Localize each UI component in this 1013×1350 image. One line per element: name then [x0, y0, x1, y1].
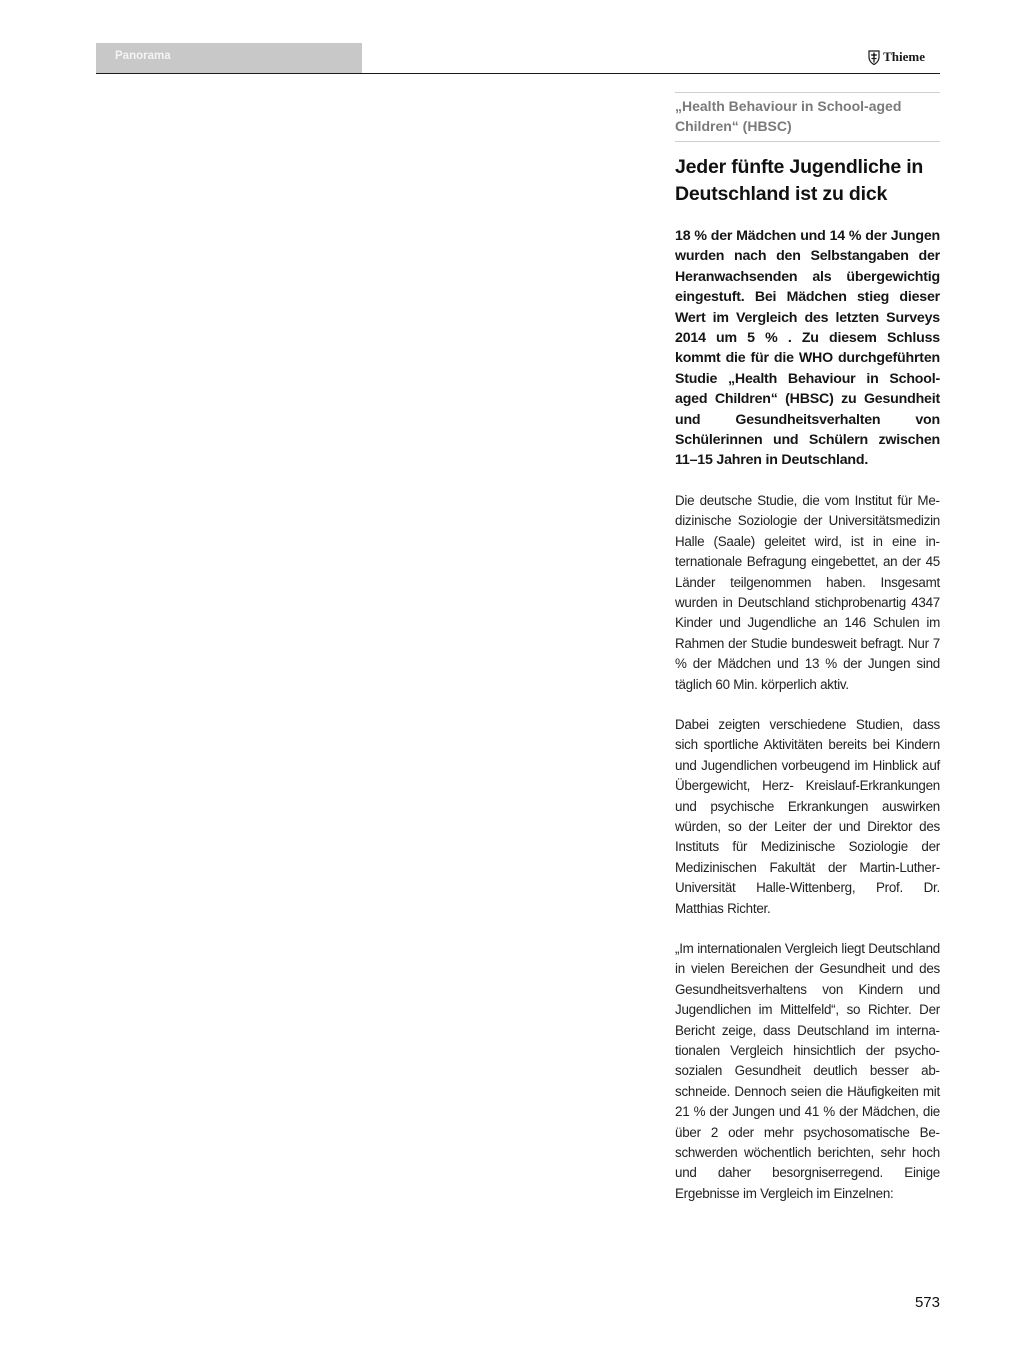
thieme-crest-icon [868, 50, 880, 65]
section-tab [96, 43, 362, 73]
article-lead: 18 % der Mädchen und 14 % der Jungen wurden nach den Selbstangaben der Heranwachsenden als übergewichtig eingestuft. Bei Mädchen stieg dieser Wert im Vergleich des letzten Surveys 2014 um 5 % . Zu diesem Schluss kommt die für die WHO durchgeführten Studie „Health Behaviour in School-aged Children“ (HBSC) zu Gesundheit und Gesundheitsverhalten von Schülerinnen und Schülern zwischen 11–15 Jahren in Deutschland. [675, 228, 940, 469]
header-rule [96, 73, 940, 74]
article-kicker: „Health Behaviour in School-aged Children“ (HBSC) [675, 98, 902, 134]
body-paragraph: Die deutsche Studie, die vom Institut für Medizinische Soziologie der Universitätsmedizin Halle (Saale) geleitet wird, ist in eine internationale Befragung eingebettet, an der 45 Länder teilgenommen haben. Insgesamt wurden in Deutschland stichprobenartig 4347 Kinder und Jugendliche an 146 Schulen im Rahmen der Studie bundesweit befragt. Nur 7 % der Mädchen und 13 % der Jungen sind täglich 60 Min. körperlich aktiv. [675, 492, 940, 692]
section-label: Panorama [115, 50, 171, 62]
body-paragraph: „Im internationalen Vergleich liegt Deutschland in vielen Bereichen der Gesundheit und des Gesundheitsverhaltens von Kindern und Jugendlichen im Mittelfeld“, so Richter. Der Bericht zeige, dass Deutschland im internationalen Vergleich hinsichtlich der psychosozialen Gesundheit deutlich besser abschneide. Dennoch seien die Häufigkeiten mit 21 % der Jungen und 41 % der Mädchen, die über 2 oder mehr psychosomatische Beschwerden wöchentlich berichten, sehr hoch und daher besorgniserregend. Einige Ergebnisse im Vergleich im Einzelnen: [675, 941, 940, 1201]
publisher-name: Thieme [883, 49, 925, 64]
kicker-box [675, 92, 940, 142]
article-headline: Jeder fünfte Jugendliche in Deutschland ist zu dick [675, 156, 924, 205]
publisher-logo [868, 48, 925, 66]
article-column [675, 92, 940, 1204]
body-paragraph: Dabei zeigten verschiedene Studien, dass sich sportliche Aktivitäten bereits bei Kindern und Jugendlichen vorbeugend im Hinblick auf Übergewicht, Herz- Kreislauf-Erkrankungen und psychische Erkrankungen auswirken würden, so der Leiter der und Direktor des Instituts für Medizinische Soziologie der Medizinischen Fakultät der Martin-Luther-Universität Halle-Wittenberg, Prof. Dr. Matthias Richter. [675, 716, 940, 916]
page-number: 573 [914, 1294, 940, 1311]
